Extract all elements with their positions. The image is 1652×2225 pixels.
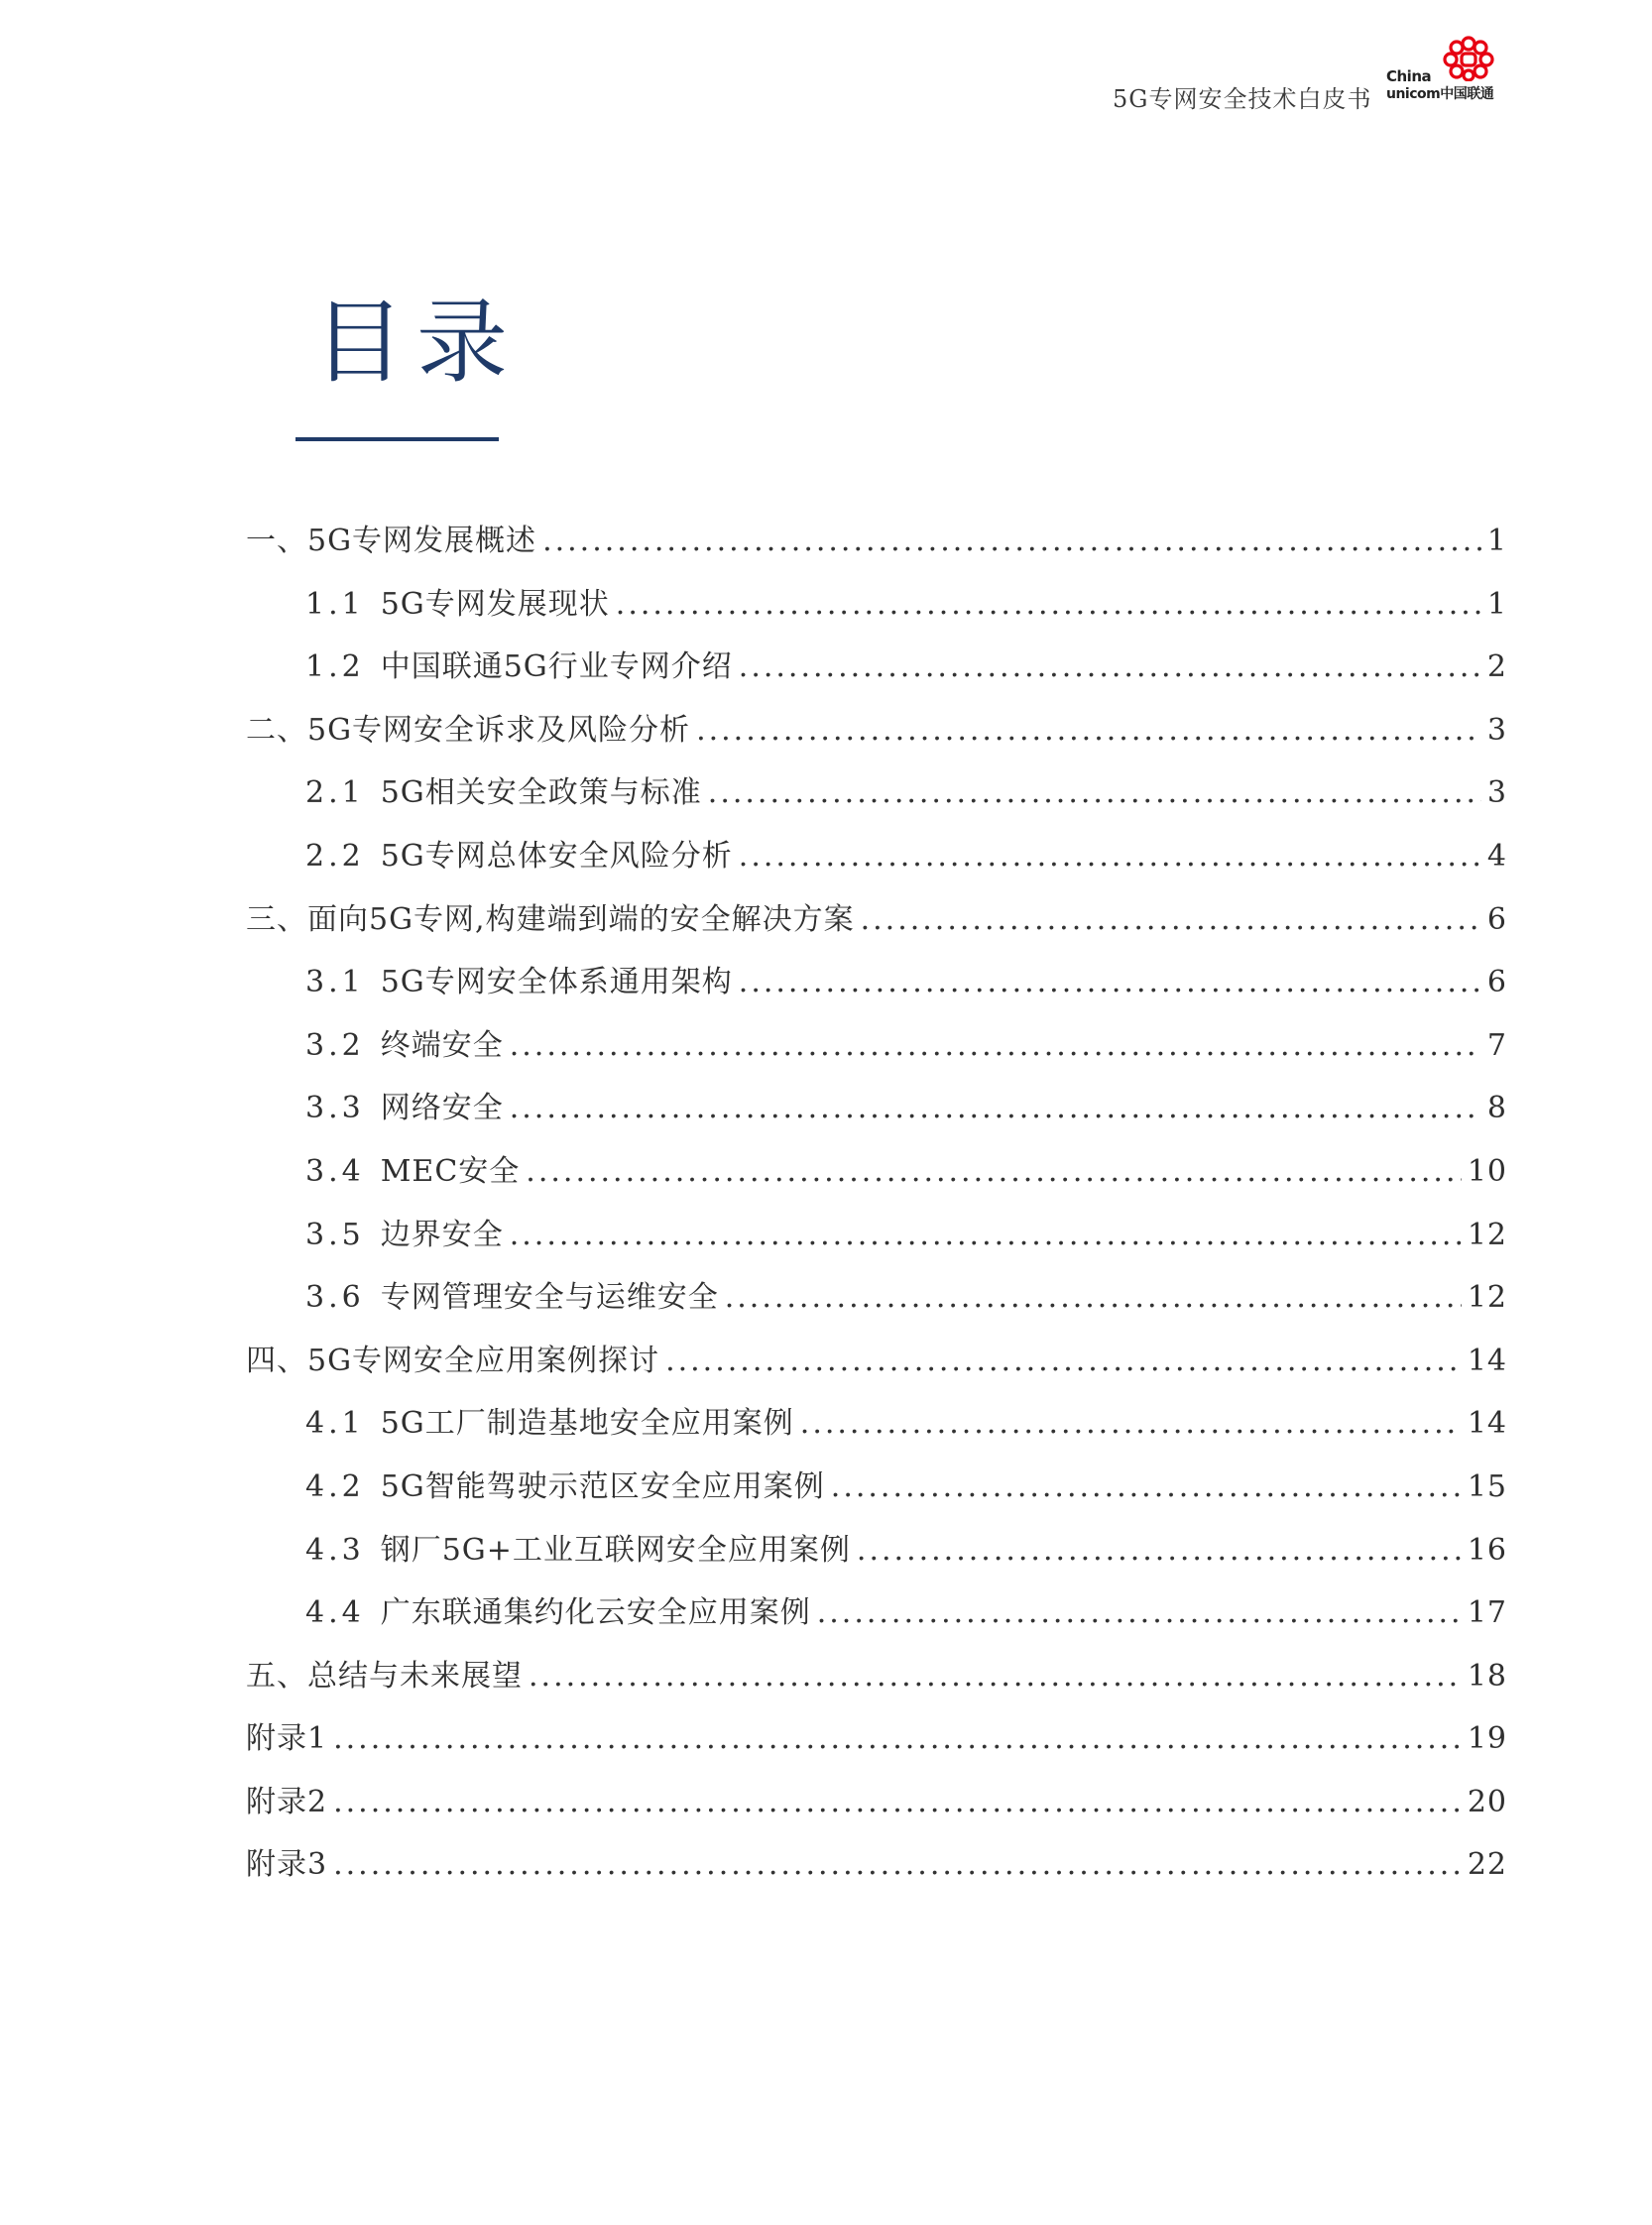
toc-entry-page: 3: [1486, 712, 1507, 748]
toc-entry-label: 广东联通集约化云安全应用案例: [380, 1595, 811, 1631]
toc-dot-leader: [857, 1533, 1462, 1568]
toc-entry-label: 钢厂5G+工业互联网安全应用案例: [380, 1532, 851, 1568]
toc-entry-label: 五、总结与未来展望: [246, 1658, 523, 1694]
toc-entry-label: 三、面向5G专网,构建端到端的安全解决方案: [246, 901, 855, 937]
toc-dot-leader: [542, 524, 1481, 558]
toc-entry-number: 4.4: [305, 1595, 365, 1631]
toc-dot-leader: [696, 713, 1481, 748]
toc-entry-number: 3.2: [305, 1027, 365, 1063]
toc-entry[interactable]: [246, 767, 1507, 831]
toc-dot-leader: [800, 1406, 1462, 1441]
toc-heading: 目录: [313, 290, 521, 396]
logo-text-unicom: unicom中国联通: [1386, 86, 1494, 102]
toc-entry-page: 10: [1467, 1153, 1507, 1189]
toc-dot-leader: [861, 902, 1481, 937]
toc-entry-number: 3.5: [305, 1217, 365, 1252]
toc-entry-label: 专网管理安全与运维安全: [380, 1280, 719, 1316]
toc-dot-leader: [739, 839, 1481, 874]
logo-text-china: China: [1386, 67, 1432, 85]
toc-entry-label: 5G专网总体安全风险分析: [380, 838, 733, 874]
toc-entry-label: 中国联通5G行业专网介绍: [380, 649, 733, 685]
toc-dot-leader: [739, 649, 1481, 684]
toc-entry-page: 14: [1467, 1343, 1507, 1378]
toc-entry-label: 四、5G专网安全应用案例探讨: [246, 1343, 660, 1378]
toc-dot-leader: [529, 1659, 1462, 1694]
document-header-title: 5G专网安全技术白皮书: [1113, 85, 1372, 113]
toc-dot-leader: [333, 1785, 1462, 1819]
toc-entry-page: 12: [1467, 1280, 1507, 1316]
toc-entry-page: 20: [1467, 1784, 1507, 1819]
toc-entry[interactable]: [246, 1713, 1507, 1777]
toc-entry-number: 1.2: [305, 649, 365, 685]
toc-dot-leader: [725, 1280, 1462, 1315]
toc-entry-page: 6: [1486, 901, 1507, 937]
toc-entry-number: 4.1: [305, 1406, 365, 1442]
toc-entry-number: 3.3: [305, 1091, 365, 1126]
toc-entry-page: 1: [1486, 586, 1507, 622]
toc-dot-leader: [333, 1721, 1462, 1756]
toc-entry-number: 2.2: [305, 838, 365, 874]
toc-entry[interactable]: [246, 1462, 1507, 1525]
toc-entry-page: 8: [1486, 1091, 1507, 1126]
toc-entry-page: 22: [1467, 1847, 1507, 1883]
toc-entry-label: 附录3: [246, 1847, 328, 1883]
toc-entry[interactable]: [246, 1525, 1507, 1588]
toc-entry-page: 3: [1486, 775, 1507, 811]
toc-entry-label: 边界安全: [380, 1217, 504, 1252]
toc-entry-label: 附录2: [246, 1784, 328, 1819]
toc-entry[interactable]: [246, 1210, 1507, 1273]
toc-entry[interactable]: [246, 1146, 1507, 1210]
toc-entry-label: 二、5G专网安全诉求及风险分析: [246, 712, 691, 748]
toc-entry[interactable]: [246, 894, 1507, 958]
toc-entry-number: 3.4: [305, 1153, 365, 1189]
toc-entry-page: 15: [1467, 1468, 1507, 1504]
toc-dot-leader: [831, 1469, 1462, 1504]
china-unicom-logo: [1386, 36, 1495, 102]
toc-entry[interactable]: [246, 831, 1507, 894]
toc-entry-page: 16: [1467, 1532, 1507, 1568]
toc-entry-label: 5G专网发展现状: [380, 586, 610, 622]
toc-entry[interactable]: [246, 1839, 1507, 1903]
toc-entry-page: 12: [1467, 1217, 1507, 1252]
toc-entry[interactable]: [246, 1651, 1507, 1714]
toc-entry-label: 5G专网安全体系通用架构: [380, 965, 733, 1000]
china-unicom-knot-icon: [1442, 36, 1495, 81]
toc-entry-page: 7: [1486, 1027, 1507, 1063]
toc-dot-leader: [510, 1218, 1462, 1252]
toc-entry-number: 4.3: [305, 1532, 365, 1568]
toc-entry[interactable]: [246, 957, 1507, 1020]
toc-entry-page: 6: [1486, 965, 1507, 1000]
toc-dot-leader: [708, 775, 1481, 810]
toc-entry[interactable]: [246, 1083, 1507, 1146]
toc-dot-leader: [817, 1595, 1462, 1630]
toc-entry-label: 一、5G专网发展概述: [246, 524, 537, 558]
toc-entry-page: 1: [1486, 524, 1507, 558]
toc-entry-label: MEC安全: [380, 1153, 521, 1189]
toc-entry[interactable]: [246, 579, 1507, 643]
toc-entry-number: 3.6: [305, 1280, 365, 1316]
toc-dot-leader: [333, 1847, 1462, 1882]
toc-entry-page: 2: [1486, 649, 1507, 685]
toc-dot-leader: [616, 587, 1481, 622]
toc-entry-label: 网络安全: [380, 1091, 504, 1126]
toc-entry-number: 1.1: [305, 586, 365, 622]
toc-entry-page: 19: [1467, 1721, 1507, 1757]
toc-entry-page: 14: [1467, 1406, 1507, 1442]
toc-entry[interactable]: [246, 1398, 1507, 1462]
toc-entry[interactable]: [246, 516, 1507, 579]
toc-entry-label: 5G相关安全政策与标准: [380, 775, 702, 811]
toc-entry-number: 4.2: [305, 1468, 365, 1504]
toc-entry[interactable]: [246, 1020, 1507, 1084]
toc-entry-page: 4: [1486, 838, 1507, 874]
toc-entry-label: 5G工厂制造基地安全应用案例: [380, 1406, 794, 1442]
toc-entry-page: 18: [1467, 1658, 1507, 1694]
toc-entry-page: 17: [1467, 1595, 1507, 1631]
toc-entry[interactable]: [246, 1587, 1507, 1651]
toc-entry[interactable]: [246, 1336, 1507, 1399]
toc-entry-label: 终端安全: [380, 1027, 504, 1063]
toc-dot-leader: [665, 1344, 1462, 1378]
toc-dot-leader: [526, 1154, 1462, 1189]
toc-entry[interactable]: [246, 1777, 1507, 1840]
toc-entry-number: 3.1: [305, 965, 365, 1000]
toc-heading-underline: [295, 437, 499, 441]
toc-entry-number: 2.1: [305, 775, 365, 811]
toc-entry-label: 附录1: [246, 1721, 328, 1757]
table-of-contents: [246, 516, 1507, 1903]
toc-dot-leader: [739, 965, 1481, 999]
toc-entry[interactable]: [246, 1272, 1507, 1336]
toc-entry[interactable]: [246, 642, 1507, 705]
toc-dot-leader: [510, 1028, 1481, 1063]
toc-entry-label: 5G智能驾驶示范区安全应用案例: [380, 1468, 825, 1504]
toc-dot-leader: [510, 1091, 1481, 1125]
toc-entry[interactable]: [246, 705, 1507, 768]
